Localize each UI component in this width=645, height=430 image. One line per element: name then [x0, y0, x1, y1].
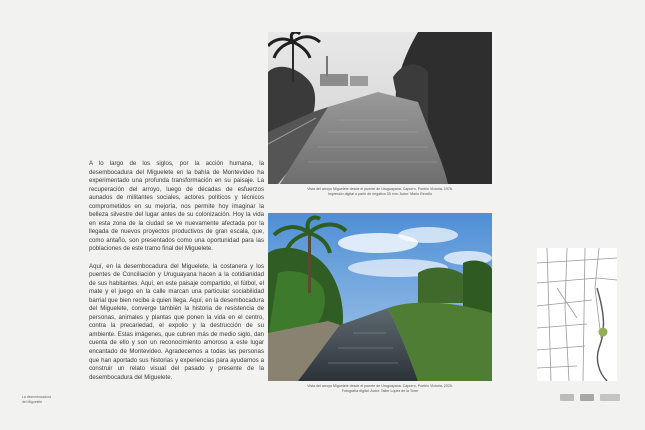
footer-line1: La desembocadura [22, 395, 52, 399]
paragraph-1: A lo largo de los siglos, por la acción humana, la desembocadura del Miguelete en la bahía de Montevideo ha experimentado una profunda transformación en su paisaje. La recuperación del arroyo, luego de décadas de esfuerzos aunados de militantes sociales, actores políticos y técnicos comprometidos en su mejoría, nos permite hoy imaginar la belleza silvestre del lugar antes de su colonización. Hoy la vida en esta zona de la ciudad se ve nuevamente afectada por la llegada de nuevos proyectos productivos de gran escala, que, como antaño, son presentados como una oportunidad para las poblaciones de este tramo final del Miguelete. [89, 160, 264, 253]
caption-1976-line1: Vista del arroyo Miguelete desde el puente de Uruguayana. Capurro, Pueblo Victoria, 1976. [307, 187, 453, 191]
photo-1976-image [268, 32, 492, 184]
caption-2020 [268, 384, 492, 394]
photo-2020-image [268, 213, 492, 381]
paragraph-2: Aquí, en la desembocadura del Miguelete, la costanera y los puentes de Conciliación y Uruguayana hacen a la cotidianidad de sus habitantes. Aquí, en este paisaje compartido, el fútbol, el mate y el juego en la calle marcan una particular sociabilidad barrial que bien recibe a quien llega. Aquí, en la desembocadura del Miguelete, converge también la historia de resistencia de personas, animales y plantas que ponen la vida en el centro, contra la precariedad, el expolio y la destrucción de su ambiente. Estas imágenes, que cubren más de medio siglo, dan cuenta de ello y son un reconocimiento amoroso a este lugar encantado de Montevideo. Agradecemos a todas las personas que han aportado sus historias y experiencias para ayudarnos a construir un relato visual del pasado y presente de la desembocadura del Miguelete. [89, 262, 264, 381]
footer-title [22, 395, 51, 404]
footer-line2: del Miguelete [22, 399, 43, 404]
caption-2020-line2: Fotografía digital. Autor: Taller López de la Torre [341, 389, 419, 393]
caption-1976 [268, 187, 492, 197]
institution-logo-2-icon [580, 394, 594, 401]
photo-1976 [268, 32, 492, 184]
caption-2020-line1: Vista del arroyo Miguelete desde el puente de Uruguayana. Capurro, Pueblo Victoria, 2020. [307, 384, 453, 388]
location-map [537, 248, 617, 381]
body-text [89, 160, 264, 391]
institution-logo-3-icon [600, 394, 620, 401]
footer-logos [560, 394, 624, 402]
photo-2020 [268, 213, 492, 381]
caption-1976-line2: Impresión digital a partir de negativo 35 mm. Autor: Mario Revello [327, 192, 433, 196]
institution-logo-1-icon [560, 394, 574, 401]
street-map [537, 248, 617, 381]
location-marker-icon [599, 328, 608, 337]
